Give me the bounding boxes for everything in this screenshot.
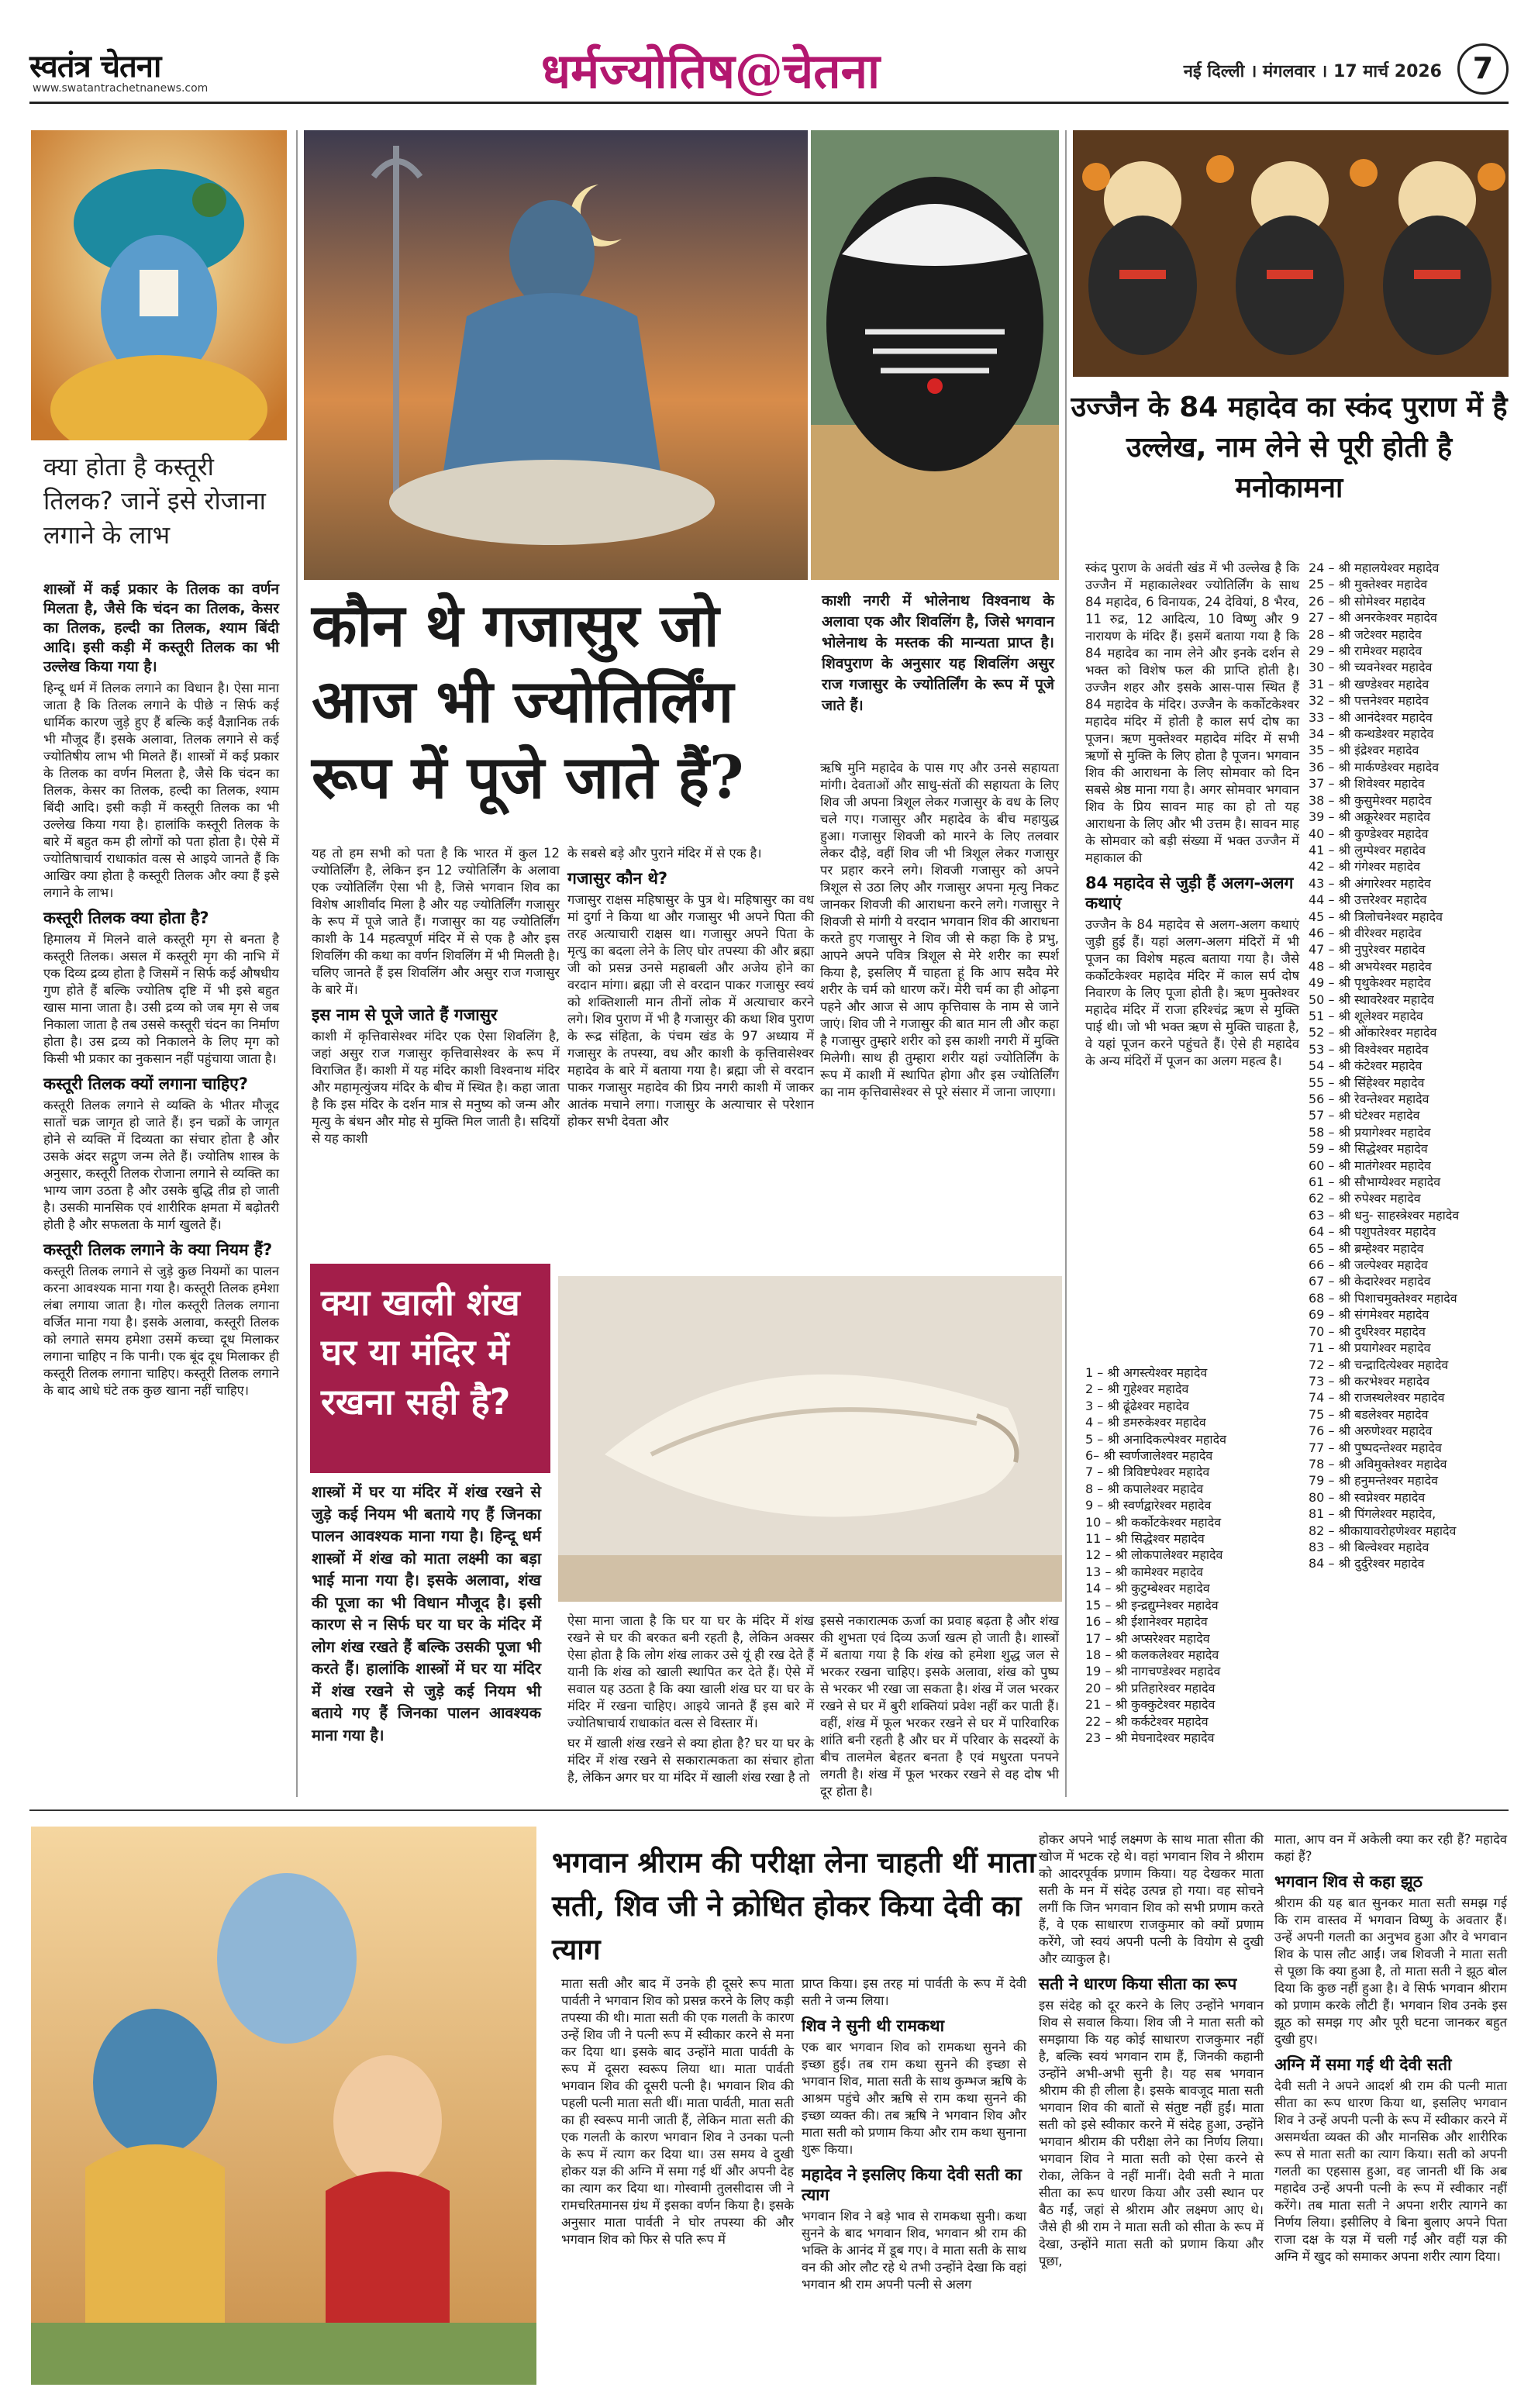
mahadev-list-item: 39 – श्री अक्रूरेश्वर महादेव xyxy=(1309,809,1431,825)
newspaper-logo: स्वतंत्र चेतना xyxy=(29,48,161,85)
sati-column xyxy=(561,1975,794,2251)
mahadev-list-item: 48 – श्री अभयेश्वर महादेव xyxy=(1309,958,1432,974)
gajasur-column xyxy=(312,845,560,1151)
gajasur-deck: काशी नगरी में भोलेनाथ विश्वनाथ के अलावा एक और शिवलिंग है, जिसे भगवान भोलेनाथ के मस्तक की मान्यता प्राप्त है। शिवपुराण के अनुसार यह शिवलिंग असुर राज गजासुर के ज्योतिर्लिंग के रूप में पूजे जाते हैं। xyxy=(822,592,1054,714)
sati-column xyxy=(802,1975,1026,2296)
mahadev-list-item: 36 – श्री मार्कण्डेश्वर महादेव xyxy=(1309,759,1440,774)
sati-paragraph: देवी सती ने अपने आदर्श श्री राम की पत्नी माता सीता का रूप धारण किया था, इसलिए भगवान शिव ने उन्हें अपनी पत्नी के रूप में स्वीकार करने में असमर्थता व्यक्त की और मानसिक और शारीरिक रूप से माता सती का त्याग किया। सती को अपनी गलती का एहसास हुआ, वह जानती थीं कि अब महादेव उन्हें अपनी पत्नी के रूप में स्वीकार नहीं करेंगे। तब माता सती ने अपना शरीर त्यागने का निर्णय लिया। इसीलिए वे बिना बुलाए अपने पिता राजा दक्ष के यज्ञ में चली गईं और वहीं यज्ञ की अग्नि में खुद को समाकर अपना शरीर त्याग दिया। xyxy=(1274,2079,1507,2264)
tilak-paragraph: हिन्दू धर्म में तिलक लगाने का विधान है। ऐसा माना जाता है कि तिलक लगाने के पीछे न सिर्फ कई धार्मिक कारण जुड़े हुए हैं बल्कि कई वैज्ञानिक तर्क भी मौजूद हैं। इसके अलावा, तिलक लगाने से कई ज्योतिषीय लाभ भी मिलते हैं। शास्त्रों में कई प्रकार के तिलक का वर्णन मिलता है, जैसे कि चंदन का तिलक, केसर का तिलक, हल्दी का तिलक, श्याम बिंदी आदि। इसी कड़ी में कस्तूरी तिलक का भी उल्लेख किया गया है। हालांकि कस्तूरी तिलक के बारे में बहुत कम ही लोगों को पता होता है। ऐसे में ज्योतिषाचार्य राधाकांत वत्स से आइये जानते हैं कि आखिर क्या होता है कस्तूरी तिलक और क्या हैं इसे लगाने के लाभ। xyxy=(43,681,279,900)
ujjain-paragraph: उज्जैन के 84 महादेव से अलग-अलग कथाएं जुड़ी हुई हैं। यहां अलग-अलग मंदिरों में भी पूजन का विशेष महत्व बताया गया है। जैसे कर्कोटकेश्वर महादेव मंदिर में काल सर्प दोष निवारण के लिए पूजा होती है। ऋण मुक्तेश्वर महादेव मंदिर में राजा हरिश्चंद्र ऋण से मुक्ति पाई थी। जो भी भक्त ऋण से मुक्ति चाहता है, वे यहां पूजन करने पहुंचते हैं। ऐसे ही महादेव के अन्य मंदिरों में पूजन का अलग महत्व है। xyxy=(1085,917,1299,1068)
dateline: नई दिल्ली । मंगलवार । 17 मार्च 2026 xyxy=(1183,62,1442,81)
mahadev-list-item: 4 – श्री डमरुकेश्वर महादेव xyxy=(1085,1415,1206,1430)
mahadev-list-item: 16 – श्री ईशानेश्वर महादेव xyxy=(1085,1614,1208,1630)
tilak-article xyxy=(43,580,279,1402)
ujjain-subhead: 84 महादेव से जुड़ी हैं अलग-अलग कथाएं xyxy=(1085,874,1294,912)
shankh-column xyxy=(567,1613,814,1789)
mahadev-list-item: 80 – श्री स्वप्नेश्वर महादेव xyxy=(1309,1489,1426,1505)
mahadev-idols-photo xyxy=(1073,130,1509,377)
mahadev-list-item: 59 – श्री सिद्धेश्वर महादेव xyxy=(1309,1141,1428,1157)
mahadev-list-item: 49 – श्री पृथुकेश्वर महादेव xyxy=(1309,975,1431,991)
mahadev-list-item: 15 – श्री इन्द्रद्युम्नेश्वर महादेव xyxy=(1085,1597,1219,1613)
sati-paragraph: होकर अपने भाई लक्ष्मण के साथ माता सीता की खोज में भटक रहे थे। वहां भगवान शिव ने श्रीराम को आदरपूर्वक प्रणाम किया। यह देखकर माता सती के मन में संदेह उत्पन्न हो गया। वह सोचने लगीं कि जिन भगवान शिव को सभी प्रणाम करते हैं, वे एक साधारण राजकुमार को क्यों प्रणाम करेंगे, जो स्वयं अपनी पत्नी के वियोग से दुखी और व्याकुल है। xyxy=(1039,1832,1264,1966)
ujjain-paragraph: स्कंद पुराण के अवंती खंड में भी उल्लेख है कि उज्जैन में महाकालेश्वर ज्योतिर्लिंग के साथ 84 महादेव, 6 विनायक, 24 देवियां, 8 भैरव, 11 रुद्र, 12 आदित्य, 10 विष्णु और 9 नारायण के मंदिर हैं। इसमें बताया गया है कि 84 महादेव का नाम लेने और इनके दर्शन से भक्त को विशेष फल की प्राप्ति होती है। उज्जैन शहर और इसके आस-पास स्थित हैं 84 महादेव के मंदिर। उज्जैन के कर्कोटकेश्वर महादेव मंदिर में होती है काल सर्प दोष का पूजन। ऋण मुक्तेश्वर महादेव मंदिर में सभी ऋणों से मुक्ति के लिए होता है पूजन। भगवान शिव की आराधना के लिए सोमवार को दिन सबसे श्रेष्ठ माना गया है। अगर सोमवार भगवान शिव के प्रिय सावन माह का हो तो यह आराधना के लिए और भी उत्तम है। सावन माह के सोमवार को बड़ी संख्या में भक्त उज्जैन में महाकाल की xyxy=(1085,561,1299,865)
mahadev-list-item: 20 – श्री प्रतिहारेश्वर महादेव xyxy=(1085,1680,1216,1696)
mahadev-list-item: 9 – श्री स्वर्णद्वारेश्वर महादेव xyxy=(1085,1498,1212,1513)
mahadev-list-item: 26 – श्री सोमेश्वर महादेव xyxy=(1309,593,1426,609)
gajasur-column xyxy=(567,845,814,1133)
gajasur-paragraph: के सबसे बड़े और पुराने मंदिर में से एक है। xyxy=(567,846,762,861)
ram-sita-shiva-illustration-icon xyxy=(31,1827,536,2385)
mahadev-list-item: 33 – श्री आनंदेश्वर महादेव xyxy=(1309,709,1433,725)
mahadev-list-item: 57 – श्री घंटेश्वर महादेव xyxy=(1309,1108,1420,1123)
sati-paragraph: माता सती और बाद में उनके ही दूसरे रूप माता पार्वती ने भगवान शिव को प्रसन्न करने के लिए कड़ी तपस्या की थी। माता सती की एक गलती के कारण उन्हें शिव जी ने पत्नी रूप में स्वीकार करने से मना कर दिया था। इसके बाद उन्होंने माता पार्वती के रूप में दूसरा स्वरूप लिया था। माता पार्वती भगवान शिव की दूसरी पत्नी है। भगवान शिव की पहली पत्नी माता सती थीं। माता पार्वती, माता सती का ही स्वरूप मानी जाती हैं, लेकिन माता सती की एक गलती के कारण भगवान शिव ने उनका पत्नी के रूप में त्याग कर दिया था। उस समय वे दुखी होकर यज्ञ की अग्नि में समा गई थीं और अपनी देह का त्याग कर दिया था। गोस्वामी तुलसीदास जी ने रामचरितमानस ग्रंथ में इसका वर्णन किया है। इसके अनुसार माता पार्वती ने घोर तपस्या की और भगवान शिव को फिर से पति रूप में xyxy=(561,1976,794,2247)
mahadev-list-item: 83 – श्री बिल्वेश्वर महादेव xyxy=(1309,1539,1429,1554)
mahadev-list-item: 11 – श्री सिद्धेश्वर महादेव xyxy=(1085,1531,1205,1547)
gajasur-paragraph: यह तो हम सभी को पता है कि भारत में कुल 12 ज्योतिर्लिंग है, लेकिन इन 12 ज्योतिर्लिंग के अलावा एक ज्योतिर्लिंग ऐसा भी है, जिसे भगवान शिव का विशेष आशीर्वाद मिला है और यह ज्योतिर्लिंग गजासुर के रूप में पूजे जाते हैं। गजासुर का यह ज्योतिर्लिंग काशी के 14 महत्वपूर्ण मंदिर में से एक है और इस शिवलिंग की कथा का वर्णन शिवलिंग में भी मिलती है। चलिए जानते हैं इस शिवलिंग और असुर राज गजासुर के बारे में। xyxy=(312,846,560,997)
conch-shell-icon xyxy=(558,1276,1062,1602)
mahadev-list-item: 8 – श्री कपालेश्वर महादेव xyxy=(1085,1481,1204,1496)
mahadev-list-item: 78 – श्री अविमुक्तेश्वर महादेव xyxy=(1309,1456,1447,1471)
sati-subhead: अग्नि में समा गई थी देवी सती xyxy=(1274,2055,1452,2074)
mahadev-list-item: 21 – श्री कुक्कुटेश्वर महादेव xyxy=(1085,1697,1216,1713)
page-number: 7 xyxy=(1457,43,1509,95)
mahadev-list-item: 61 – श्री सौभाग्येश्वर महादेव xyxy=(1309,1175,1441,1190)
mahadev-list-item: 64 – श्री पशुपतेश्वर महादेव xyxy=(1309,1224,1436,1240)
gajasur-column xyxy=(820,760,1059,1104)
column-divider xyxy=(1065,130,1067,1797)
mahadev-list-item: 81 – श्री पिंगलेश्वर महादेव, xyxy=(1309,1506,1436,1522)
mahadev-list-item: 28 – श्री जटेश्वर महादेव xyxy=(1309,626,1422,642)
mahadev-list-item: 46 – श्री वीरेश्वर महादेव xyxy=(1309,925,1422,940)
tilak-headline: क्या होता है कस्तूरी तिलक? जानें इसे रोजाना लगाने के लाभ xyxy=(43,452,266,550)
mahadev-list-item: 22 – श्री कर्कटेश्वर महादेव xyxy=(1085,1713,1209,1729)
mahadev-list-item: 17 – श्री अप्सरेश्वर महादेव xyxy=(1085,1630,1210,1646)
mahadev-list-item: 51 – श्री शूलेश्वर महादेव xyxy=(1309,1008,1423,1023)
mahadev-list-item: 69 – श्री संगमेश्वर महादेव xyxy=(1309,1307,1429,1323)
shankh-column xyxy=(820,1613,1059,1803)
tilak-lead: शास्त्रों में कई प्रकार के तिलक का वर्णन मिलता है, जैसे कि चंदन का तिलक, केसर का तिलक, हल्दी का तिलक, श्याम बिंदी आदि। इसी कड़ी में कस्तूरी तिलक का भी उल्लेख किया गया है। xyxy=(43,581,279,675)
gajasur-paragraph: ऋषि मुनि महादेव के पास गए और उनसे सहायता मांगी। देवताओं और साधु-संतों की सहायता के लिए शिव जी अपना त्रिशूल लेकर गजासुर के वध के लिए चले गए। गजासुर और महादेव के बीच महायुद्ध हुआ। गजासुर शिवजी को मारने के लिए तलवार लेकर दौड़े, वहीं शिव जी भी त्रिशूल लेकर गजासुर पर प्रहार करने लगे। शिवजी गजासुर को अपने त्रिशूल से उठा लिए और गजासुर अपना मृत्यु निकट जानकर शिवजी की आराधना करने लगे। गजासुर ने शिवजी से मांगी ये वरदान भगवान शिव की आराधना करते हुए गजासुर ने शिव जी से कहा कि हे प्रभु, आपने अपने पवित्र त्रिशूल से मेरे शरीर का स्पर्श किया है, इसलिए मैं चाहता हूं कि आप सदैव मेरे शरीर के चर्म को धारण करें। मेरी चर्म का ही ओढ़ना पहने और आज से आप कृत्तिवास के नाम से जाने जाएं। शिव जी ने गजासुर की बात मान ली और कहा है गजासुर तुम्हारे शरीर को इस काशी नगरी में मुक्ति मिलेगी। साथ ही तुम्हारा शरीर यहां ज्योतिर्लिंग के रूप में काशी में स्थापित होगा और इस ज्योतिर्लिंग का नाम कृत्तिवासेश्वर से पूरे संसार में जाना जाएगा। xyxy=(820,761,1059,1099)
mahadev-list-item: 65 – श्री ब्रम्हेश्वर महादेव xyxy=(1309,1240,1424,1256)
mahadev-list-item: 82 – श्रीकायावरोहणेश्वर महादेव xyxy=(1309,1523,1457,1538)
gajasur-paragraph: गजासुर राक्षस महिषासुर के पुत्र थे। महिषासुर का वध मां दुर्गा ने किया था और गजासुर भी अपने पिता की तरह अत्याचारी राक्षस था। गजासुर अपने पिता के मृत्यु का बदला लेने के लिए घोर तपस्या की और ब्रह्मा जी को प्रसन्न उनसे महाबली और अजेय होने का वरदान मांगा। ब्रह्मा जी से वरदान पाकर गजासुर स्वयं को शक्तिशाली मान तीनों लोक में अत्याचार करने लगे। शिव पुराण में भी है गजासुर की कथा शिव पुराण के रूद्र संहिता, के पंचम खंड के 97 अध्याय में गजासुर के तपस्या, वध और काशी के कृत्तिवासेश्वर महादेव के बारे में बताया गया है। ब्रह्मा जी से वरदान पाकर गजासुर महादेव की प्रिय नगरी काशी में जाकर आतंक मचाने लगा। गजासुर के अत्याचार से परेशान होकर सभी देवता और xyxy=(567,892,814,1129)
mahadev-list-item: 42 – श्री गंगेश्वर महादेव xyxy=(1309,859,1421,875)
mahadev-list-item: 50 – श्री स्थावरेश्वर महादेव xyxy=(1309,992,1434,1007)
tilak-subhead: कस्तूरी तिलक क्या होता है? xyxy=(43,909,209,927)
sati-subhead: सती ने धारण किया सीता का रूप xyxy=(1039,1975,1237,1993)
mahadev-list-item: 52 – श्री ओंकारेश्वर महादेव xyxy=(1309,1025,1437,1040)
ujjain-headline: उज्जैन के 84 महादेव का स्कंद पुराण में है उल्लेख, नाम लेने से पूरी होती है मनोकामना xyxy=(1071,392,1508,504)
sati-subhead: शिव ने सुनी थी रामकथा xyxy=(802,2016,945,2035)
sati-subhead: महादेव ने इसलिए किया देवी सती का त्याग xyxy=(802,2165,1022,2204)
mahadev-list-item: 84 – श्री दुर्दुरेश्वर महादेव xyxy=(1309,1556,1425,1571)
mahadev-list-item: 71 – श्री प्रयागेश्वर महादेव xyxy=(1309,1340,1431,1356)
ram-sita-shiva-photo xyxy=(31,1827,536,2385)
section-divider xyxy=(29,1809,1509,1811)
mahadev-list-item: 55 – श्री सिंहेश्वर महादेव xyxy=(1309,1075,1425,1090)
shivling-icon xyxy=(811,130,1059,580)
shankh-paragraph: ऐसा माना जाता है कि घर या घर के मंदिर में शंख रखने से घर की बरकत बनी रहती है, लेकिन अक्सर ऐसा होता है कि लोग शंख लाकर उसे यूं ही रख देते हैं यानी कि शंख को खाली स्थापित कर देते हैं। ऐसे में सवाल यह उठता है कि क्या खाली शंख घर या घर के मंदिर में रखना चाहिए। आइये जानते हैं इस बारे में ज्योतिषाचार्य राधाकांत वत्स से विस्तार में। xyxy=(567,1613,814,1730)
mahadev-list-item: 29 – श्री रामेश्वर महादेव xyxy=(1309,643,1422,659)
mahadev-list-item: 43 – श्री अंगारेश्वर महादेव xyxy=(1309,875,1431,891)
mahadev-list-item: 77 – श्री पुष्पदन्तेश्वर महादेव xyxy=(1309,1440,1442,1455)
tilak-subhead: कस्तूरी तिलक लगाने के क्या नियम हैं? xyxy=(43,1240,273,1259)
mahadev-list-item: 40 – श्री कुण्डेश्वर महादेव xyxy=(1309,826,1429,841)
website-url[interactable]: www.swatantrachetnanews.com xyxy=(33,82,209,95)
mahadev-list-item: 5 – श्री अनादिकल्पेश्वर महादेव xyxy=(1085,1431,1226,1447)
mahadev-list-item: 18 – श्री कलकलेश्वर महादेव xyxy=(1085,1647,1219,1662)
shankh-paragraph: इससे नकारात्मक ऊर्जा का प्रवाह बढ़ता है और शंख की शुभता एवं दिव्य ऊर्जा खत्म हो जाती है। शास्त्रों में बताया गया है कि शंख को हमेशा शुद्ध जल से भरकर रखना चाहिए। इसके अलावा, शंख को पुष्प से भरकर भी रखा जा सकता है। शंख में जल भरकर रखने से घर में बुरी शक्तियां प्रवेश नहीं कर पाती हैं। वहीं, शंख में फूल भरकर रखने से घर में पारिवारिक शांति बनी रहती है और घर में परिवार के सदस्यों के बीच तालमेल बेहतर बनता है एवं मधुरता पनपने लगती है। शंख में फूल भरकर रखने से वह दोष भी दूर होता है। xyxy=(820,1613,1059,1799)
mahadev-list-item: 24 – श्री महालयेश्वर महादेव xyxy=(1309,561,1440,575)
mahadev-list-item: 75 – श्री बडलेश्वर महादेव xyxy=(1309,1406,1429,1422)
mahadev-list-item: 76 – श्री अरुणेश्वर महादेव xyxy=(1309,1423,1433,1439)
sati-subhead: भगवान शिव से कहा झूठ xyxy=(1274,1872,1422,1891)
mahadev-list-item: 56 – श्री रेवन्तेश्वर महादेव xyxy=(1309,1092,1429,1106)
mahadev-list-item: 10 – श्री कर्कोटकेश्वर महादेव xyxy=(1085,1514,1222,1530)
tilak-paragraph: कस्तूरी तिलक लगाने से जुड़े कुछ नियमों का पालन करना आवश्यक माना गया है। कस्तूरी तिलक हमेशा लंबा लगाया जाता है। गोल कस्तूरी तिलक लगाना वर्जित माना गया है। इसके अलावा, कस्तूरी तिलक को लगाते समय हमेशा उसमें कच्चा दूध मिलाकर लगाना चाहिए न कि पानी। एक बूंद दूध मिलाकर ही कस्तूरी तिलक लगाना चाहिए। कस्तूरी तिलक लगाने के बाद आधे घंटे तक कुछ खाना नहीं चाहिए। xyxy=(43,1264,279,1398)
gajasur-headline: कौन थे गजासुर जो आज भी ज्योतिर्लिंग रूप में पूजे जाते हैं? xyxy=(312,591,744,812)
shiva-illustration-icon xyxy=(304,130,808,580)
mahadev-list-item: 19 – श्री नागचण्डेश्वर महादेव xyxy=(1085,1664,1221,1679)
mahadev-list-item: 7 – श्री त्रिविष्टपेश्वर महादेव xyxy=(1085,1464,1210,1480)
masthead xyxy=(29,37,1509,104)
mahadev-list-item: 70 – श्री दुर्धरेश्वर महादेव xyxy=(1309,1323,1426,1339)
mahadev-list-item: 12 – श्री लोकपालेश्वर महादेव xyxy=(1085,1547,1223,1563)
mahadev-list-item: 66 – श्री जल्पेश्वर महादेव xyxy=(1309,1257,1428,1273)
mahadev-list-item: 79 – श्री हनुमन्तेश्वर महादेव xyxy=(1309,1473,1439,1489)
sati-paragraph: माता, आप वन में अकेली क्या कर रही हैं? महादेव कहां हैं? xyxy=(1274,1832,1507,1864)
gajasur-paragraph: काशी में कृत्तिवासेश्वर मंदिर एक ऐसा शिवलिंग है, जहां असुर राज गजासुर कृत्तिवासेश्वर के रूप में विराजित हैं। काशी में यह मंदिर काशी विश्वनाथ मंदिर और महामृत्युंजय मंदिर के बीच में स्थित है। कहा जाता है कि इस मंदिर के दर्शन मात्र से मनुष्य को जन्म और मृत्यु के बंधन और मोह से मुक्ति मिल जाती है। सदियों से यह काशी xyxy=(312,1029,560,1146)
mahadev-list-item: 30 – श्री च्यवनेश्वर महादेव xyxy=(1309,660,1433,675)
mahadev-list-item: 37 – श्री शिवेश्वर महादेव xyxy=(1309,776,1425,792)
mahadev-list-item: 74 – श्री राजस्थलेश्वर महादेव xyxy=(1309,1390,1445,1406)
mahadev-list-item: 45 – श्री त्रिलोचनेश्वर महादेव xyxy=(1309,909,1443,924)
mahadev-list-item: 25 – श्री मुक्तेश्वर महादेव xyxy=(1309,577,1428,592)
mahadev-list-item: 38 – श्री कुसुमेश्वर महादेव xyxy=(1309,792,1432,808)
shankh-deck: शास्त्रों में घर या मंदिर में शंख रखने से जुड़े कई नियम भी बताये गए हैं जिनका पालन आवश्यक माना गया है। हिन्दू धर्म शास्त्रों में शंख को माता लक्ष्मी का बड़ा भाई माना गया है। इसके अलावा, शंख की पूजा का भी विधान मौजूद है। इसी कारण से न सिर्फ घर या घर के मंदिर में लोग शंख रखते हैं बल्कि उसकी पूजा भी करते हैं। हालांकि शास्त्रों में घर या मंदिर में शंख रखने से जुड़े कई नियम भी बताये गए हैं जिनका पालन आवश्यक माना गया है। xyxy=(312,1482,541,1744)
mahadev-list-item: 67 – श्री केदारेश्वर महादेव xyxy=(1309,1274,1431,1289)
mahadev-list-item: 44 – श्री उत्तरेश्वर महादेव xyxy=(1309,892,1427,908)
sati-paragraph: भगवान शिव ने बड़े भाव से रामकथा सुनी। कथा सुनने के बाद भगवान शिव, भगवान श्री राम की भक्ति के आनंद में डूब गए। वे माता सती के साथ वन की ओर लौट रहे थे तभी उन्होंने देखा कि वहां भगवान श्री राम अपनी पत्नी से अलग xyxy=(802,2209,1026,2292)
mahadev-list-item: 54 – श्री कंटेश्वर महादेव xyxy=(1309,1058,1422,1074)
mahadev-list-item: 41 – श्री लुम्पेश्वर महादेव xyxy=(1309,842,1426,857)
mahadev-list-item: 27 – श्री अनरकेश्वर महादेव xyxy=(1309,610,1437,626)
mahadev-list-item: 68 – श्री पिशाचमुक्तेश्वर महादेव xyxy=(1309,1290,1457,1306)
mahadev-list-item: 32 – श्री पत्तनेश्वर महादेव xyxy=(1309,693,1429,709)
mahadev-list-item: 73 – श्री करभेश्वर महादेव xyxy=(1309,1373,1430,1389)
gajasur-subhead: इस नाम से पूजे जाते हैं गजासुर xyxy=(312,1006,498,1024)
tilak-paragraph: हिमालय में मिलने वाले कस्तूरी मृग से बनता है कस्तूरी तिलक। असल में कस्तूरी मृग की नाभि में एक दिव्य द्रव्य होता है जिसमें न सिर्फ कई औषधीय गुण होते हैं बल्कि ज्योतिष दृष्टि में भी इसे बहुत खास माना जाता है। उसी द्रव्य को जब मृग से जब निकाला जाता है तब उससे कस्तूरी चंदन का निर्माण होता है। उस द्रव्य को निकालने के लिए मृग को किसी भी प्रकार का नुकसान नहीं पहुंचाया जाता है। xyxy=(43,932,279,1066)
column-divider xyxy=(296,130,298,1797)
sati-paragraph: प्राप्त किया। इस तरह मां पार्वती के रूप में देवी सती ने जन्म लिया। xyxy=(802,1976,1026,2008)
mahadev-list-item: 35 – श्री इंद्रेश्वर महादेव xyxy=(1309,743,1419,758)
sati-paragraph: इस संदेह को दूर करने के लिए उन्होंने भगवान शिव से सवाल किया। शिव जी ने माता सती को समझाया कि यह कोई साधारण राजकुमार नहीं है, बल्कि स्वयं भगवान राम हैं, जिनकी कहानी उन्होंने अभी-अभी सुनी है। यह सब भगवान श्रीराम की ही लीला है। इसके बावजूद माता सती भगवान शिव की बातों से संतुष्ट नहीं हुईं। माता सती को इसे स्वीकार करने में संदेह हुआ, उन्होंने भगवान श्रीराम की परीक्षा लेने का निर्णय लिया। भगवान शिव ने माता सती को ऐसा करने से रोका, लेकिन वे नहीं मानीं। देवी सती ने माता सीता का रूप धारण किया और उसी स्थान पर बैठ गईं, जहां से श्रीराम और लक्ष्मण आए थे। जैसे ही श्री राम ने माता सती को सीता के रूप में देखा, उन्होंने माता सती को प्रणाम किया और पूछा, xyxy=(1039,1998,1264,2268)
mahadev-list-item: 34 – श्री कन्थडेश्वर महादेव xyxy=(1309,726,1434,742)
mahadev-list-item: 2 – श्री गुहेश्वर महादेव xyxy=(1085,1382,1189,1397)
conch-photo xyxy=(558,1276,1062,1602)
mahadev-list-item: 1 – श्री अगस्त्येश्वर महादेव xyxy=(1085,1365,1208,1380)
ujjain-column xyxy=(1085,560,1299,1073)
mahadev-list-item: 63 – श्री धनु- साहस्त्रेश्वर महादेव xyxy=(1309,1207,1460,1223)
mahadev-list-item: 31 – श्री खण्डेश्वर महादेव xyxy=(1309,676,1429,692)
sati-paragraph: एक बार भगवान शिव को रामकथा सुनने की इच्छा हुई। तब राम कथा सुनने की इच्छा से भगवान शिव, माता सती के साथ कुम्भज ऋषि के आश्रम पहुंचे और ऋषि से राम कथा सुनने की इच्छा व्यक्त की। तब ऋषि ने भगवान शिव और माता सती को प्रणाम किया और राम कथा सुनाना शुरू किया। xyxy=(802,2040,1026,2157)
shivling-photo xyxy=(811,130,1059,580)
shankh-headline: क्या खाली शंख घर या मंदिर में रखना सही है? xyxy=(310,1264,550,1473)
sati-column xyxy=(1039,1831,1264,2273)
gajasur-subhead: गजासुर कौन थे? xyxy=(567,869,668,888)
mahadev-list-item: 62 – श्री रुपेश्वर महादेव xyxy=(1309,1191,1421,1206)
mahadev-list-item: 3 – श्री ढूंढेश्वर महादेव xyxy=(1085,1398,1189,1413)
mahadev-list-item: 60 – श्री मातंगेश्वर महादेव xyxy=(1309,1157,1431,1173)
sati-paragraph: श्रीराम की यह बात सुनकर माता सती समझ गई कि राम वास्तव में भगवान विष्णु के अवतार हैं। उन्हें अपनी गलती का अनुभव हुआ और वे भगवान शिव के पास लौट आईं। जब शिवजी ने माता सती से पूछा कि क्या हुआ है, तो माता सती ने झूठ बोल दिया कि कुछ नहीं हुआ है। वे सिर्फ भगवान श्रीराम को प्रणाम करके लौटी हैं। भगवान शिव उनके इस झूठ को समझ गए और पूरी घटना जानकर बहुत दुखी हुए। xyxy=(1274,1896,1507,2047)
krishna-illustration-icon xyxy=(31,130,287,440)
krishna-photo xyxy=(31,130,287,440)
mahadev-list-item: 72 – श्री चन्द्रादित्येश्वर महादेव xyxy=(1309,1357,1449,1372)
mahadev-list-item: 47 – श्री नुपुरेश्वर महादेव xyxy=(1309,942,1426,957)
mahadev-list-item: 53 – श्री विश्वेश्वर महादेव xyxy=(1309,1041,1429,1057)
mahadev-list-item: 14 – श्री कुटुम्बेश्वर महादेव xyxy=(1085,1581,1210,1596)
mahadev-list-item: 23 – श्री मेघनादेश्वर महादेव xyxy=(1085,1730,1215,1745)
mahadev-list-item: 58 – श्री प्रयागेश्वर महादेव xyxy=(1309,1124,1431,1140)
mahadev-list-item: 13 – श्री कामेश्वर महादेव xyxy=(1085,1564,1204,1579)
tilak-paragraph: कस्तूरी तिलक लगाने से व्यक्ति के भीतर मौजूद सातों चक्र जागृत हो जाते हैं। इन चक्रों के जागृत होने से व्यक्ति में दिव्यता का संचार होता है और उसके अंदर सद्गुण जन्म लेते हैं। ज्योतिष शास्त्र के अनुसार, कस्तूरी तिलक रोजाना लगाने से व्यक्ति का भाग्य जाग उठता है और उसके बुद्धि तीव्र हो जाती है। उसकी मानसिक एवं शारीरिक क्षमता में बढ़ोतरी होती है और सफलता के मार्ग खुलते हैं। xyxy=(43,1098,279,1232)
section-title: धर्मज्योतिष@चेतना xyxy=(541,43,881,99)
sati-headline: भगवान श्रीराम की परीक्षा लेना चाहती थीं माता सती, शिव जी ने क्रोधित होकर किया देवी का त्याग xyxy=(552,1845,1036,1966)
mahadev-list-part2 xyxy=(1309,560,1507,1572)
mahadev-idols-icon xyxy=(1073,130,1509,377)
sati-column xyxy=(1274,1831,1507,2268)
mahadev-list-item: 6– श्री स्वर्णजालेश्वर महादेव xyxy=(1085,1448,1213,1464)
tilak-subhead: कस्तूरी तिलक क्यों लगाना चाहिए? xyxy=(43,1075,248,1093)
shiva-meditating-photo xyxy=(304,130,808,580)
mahadev-list-part1 xyxy=(1085,1364,1299,1746)
shankh-paragraph: घर में खाली शंख रखने से क्या होता है? घर या घर के मंदिर में शंख रखने से सकारात्मकता का संचार होता है, लेकिन अगर घर या मंदिर में खाली शंख रखा है तो xyxy=(567,1736,814,1785)
